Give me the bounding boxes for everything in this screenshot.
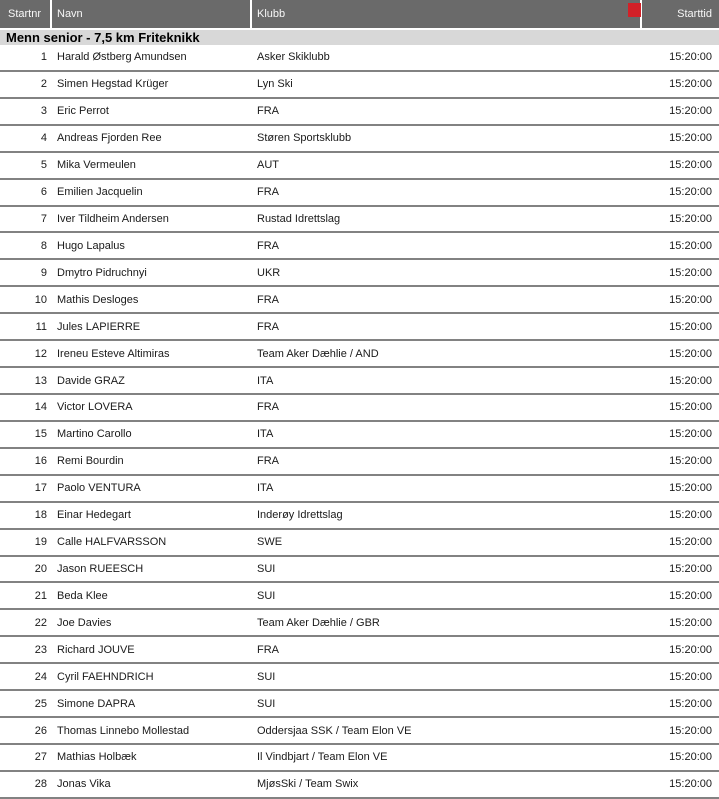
starttid-value: 15:20:00	[669, 724, 712, 737]
klubb-value: Støren Sportsklubb	[257, 132, 352, 145]
starttid-value: 15:20:00	[669, 670, 712, 683]
klubb-value: FRA	[257, 293, 279, 306]
table-row	[0, 476, 719, 503]
startnr-value: 9	[40, 266, 47, 279]
cell-klubb	[252, 751, 642, 763]
cell-starttid	[642, 671, 719, 683]
klubb-value: MjøsSki / Team Swix	[257, 778, 359, 791]
startnr-value: 7	[40, 212, 47, 225]
table-row	[0, 287, 719, 314]
klubb-value: FRA	[257, 401, 279, 414]
cell-startnr	[0, 509, 47, 521]
starttid-value: 15:20:00	[669, 401, 712, 414]
starttid-value: 15:20:00	[669, 536, 712, 549]
startnr-value: 14	[34, 401, 47, 414]
cell-navn	[47, 78, 252, 90]
starttid-value: 15:20:00	[669, 778, 712, 791]
starttid-value: 15:20:00	[669, 697, 712, 710]
cell-starttid	[642, 348, 719, 360]
navn-value: Victor LOVERA	[57, 401, 133, 414]
column-header-startnr-label: Startnr	[8, 8, 42, 20]
startnr-value: 11	[35, 320, 47, 333]
cell-navn	[47, 590, 252, 602]
navn-value: Harald Østberg Amundsen	[57, 51, 187, 64]
cell-starttid	[642, 644, 719, 656]
navn-value: Remi Bourdin	[57, 455, 124, 468]
cell-startnr	[0, 132, 47, 144]
klubb-value: SUI	[257, 589, 276, 602]
cell-navn	[47, 671, 252, 683]
navn-value: Einar Hedegart	[57, 509, 131, 522]
table-row	[0, 449, 719, 476]
cell-startnr	[0, 563, 47, 575]
cell-startnr	[0, 159, 47, 171]
startnr-value: 15	[34, 428, 47, 441]
startnr-value: 6	[40, 186, 47, 199]
navn-value: Jules LAPIERRE	[57, 320, 141, 333]
navn-value: Cyril FAEHNDRICH	[57, 670, 154, 683]
cell-startnr	[0, 267, 47, 279]
table-row	[0, 772, 719, 799]
column-header-startnr	[0, 0, 52, 28]
column-header-navn-label: Navn	[57, 8, 83, 20]
navn-value: Mika Vermeulen	[57, 159, 136, 172]
klubb-value: ITA	[257, 482, 274, 495]
cell-startnr	[0, 751, 47, 763]
startnr-value: 27	[34, 751, 47, 764]
starttid-value: 15:20:00	[669, 455, 712, 468]
cell-navn	[47, 698, 252, 710]
navn-value: Richard JOUVE	[57, 643, 135, 656]
column-header-starttid-label: Starttid	[677, 8, 712, 20]
cell-klubb	[252, 698, 642, 710]
cell-klubb	[252, 509, 642, 521]
startnr-value: 3	[40, 105, 47, 118]
table-row	[0, 718, 719, 745]
klubb-value: SUI	[257, 562, 276, 575]
cell-klubb	[252, 132, 642, 144]
cell-klubb	[252, 455, 642, 467]
klubb-value: UKR	[257, 266, 281, 279]
cell-klubb	[252, 375, 642, 387]
cell-starttid	[642, 159, 719, 171]
klubb-value: Il Vindbjart / Team Elon VE	[257, 751, 388, 764]
cell-navn	[47, 348, 252, 360]
cell-starttid	[642, 563, 719, 575]
startnr-value: 16	[34, 455, 47, 468]
cell-starttid	[642, 51, 719, 63]
cell-navn	[47, 644, 252, 656]
table-row	[0, 180, 719, 207]
starttid-value: 15:20:00	[669, 51, 712, 64]
navn-value: Hugo Lapalus	[57, 239, 125, 252]
cell-klubb	[252, 321, 642, 333]
navn-value: Jason RUEESCH	[57, 562, 144, 575]
cell-klubb	[252, 590, 642, 602]
table-row	[0, 368, 719, 395]
cell-navn	[47, 563, 252, 575]
startnr-value: 22	[34, 616, 47, 629]
cell-klubb	[252, 563, 642, 575]
starttid-value: 15:20:00	[669, 589, 712, 602]
klubb-value: FRA	[257, 643, 279, 656]
cell-navn	[47, 186, 252, 198]
table-row	[0, 45, 719, 72]
klubb-value: Lyn Ski	[257, 78, 293, 91]
navn-value: Mathias Holbæk	[57, 751, 137, 764]
cell-navn	[47, 778, 252, 790]
red-marker	[628, 3, 641, 17]
column-header-klubb	[252, 0, 642, 28]
klubb-value: FRA	[257, 239, 279, 252]
starttid-value: 15:20:00	[669, 132, 712, 145]
klubb-value: Oddersjaa SSK / Team Elon VE	[257, 724, 412, 737]
column-header-klubb-label: Klubb	[257, 8, 286, 20]
cell-navn	[47, 455, 252, 467]
cell-starttid	[642, 617, 719, 629]
table-row	[0, 207, 719, 234]
table-row	[0, 557, 719, 584]
starttid-value: 15:20:00	[669, 347, 712, 360]
starttid-value: 15:20:00	[669, 105, 712, 118]
startnr-value: 5	[40, 159, 47, 172]
klubb-value: SUI	[257, 670, 276, 683]
cell-klubb	[252, 536, 642, 548]
cell-klubb	[252, 51, 642, 63]
cell-klubb	[252, 428, 642, 440]
startnr-value: 13	[34, 374, 47, 387]
starttid-value: 15:20:00	[669, 159, 712, 172]
cell-navn	[47, 321, 252, 333]
navn-value: Martino Carollo	[57, 428, 132, 441]
cell-klubb	[252, 186, 642, 198]
cell-navn	[47, 509, 252, 521]
navn-value: Thomas Linnebo Mollestad	[57, 724, 190, 737]
cell-starttid	[642, 105, 719, 117]
cell-navn	[47, 159, 252, 171]
table-row	[0, 503, 719, 530]
cell-startnr	[0, 186, 47, 198]
klubb-value: FRA	[257, 320, 279, 333]
section-header	[0, 30, 719, 45]
table-row	[0, 610, 719, 637]
cell-starttid	[642, 78, 719, 90]
navn-value: Joe Davies	[57, 616, 112, 629]
cell-starttid	[642, 267, 719, 279]
cell-startnr	[0, 482, 47, 494]
starttid-value: 15:20:00	[669, 751, 712, 764]
cell-startnr	[0, 213, 47, 225]
klubb-value: SWE	[257, 536, 283, 549]
navn-value: Simone DAPRA	[57, 697, 136, 710]
cell-startnr	[0, 590, 47, 602]
navn-value: Emilien Jacquelin	[57, 186, 143, 199]
cell-startnr	[0, 401, 47, 413]
starttid-value: 15:20:00	[669, 562, 712, 575]
startnr-value: 23	[34, 643, 47, 656]
cell-starttid	[642, 778, 719, 790]
cell-klubb	[252, 78, 642, 90]
cell-navn	[47, 536, 252, 548]
cell-starttid	[642, 401, 719, 413]
starttid-value: 15:20:00	[669, 374, 712, 387]
cell-navn	[47, 51, 252, 63]
cell-startnr	[0, 455, 47, 467]
starttid-value: 15:20:00	[669, 320, 712, 333]
starttid-value: 15:20:00	[669, 509, 712, 522]
table-row	[0, 233, 719, 260]
table-row	[0, 260, 719, 287]
navn-value: Dmytro Pidruchnyi	[57, 266, 147, 279]
table-row	[0, 153, 719, 180]
cell-startnr	[0, 536, 47, 548]
cell-klubb	[252, 671, 642, 683]
table-row	[0, 637, 719, 664]
cell-navn	[47, 482, 252, 494]
column-header-starttid	[642, 0, 719, 28]
cell-klubb	[252, 348, 642, 360]
klubb-value: FRA	[257, 105, 279, 118]
startnr-value: 20	[34, 562, 47, 575]
cell-starttid	[642, 509, 719, 521]
table-row	[0, 72, 719, 99]
starttid-value: 15:20:00	[669, 212, 712, 225]
navn-value: Iver Tildheim Andersen	[57, 212, 169, 225]
navn-value: Davide GRAZ	[57, 374, 125, 387]
cell-navn	[47, 132, 252, 144]
starttid-value: 15:20:00	[669, 266, 712, 279]
klubb-value: ITA	[257, 428, 274, 441]
starttid-value: 15:20:00	[669, 482, 712, 495]
starttid-value: 15:20:00	[669, 239, 712, 252]
cell-navn	[47, 401, 252, 413]
klubb-value: FRA	[257, 186, 279, 199]
table-row	[0, 126, 719, 153]
table-row	[0, 314, 719, 341]
cell-starttid	[642, 213, 719, 225]
cell-navn	[47, 725, 252, 737]
cell-klubb	[252, 482, 642, 494]
cell-navn	[47, 105, 252, 117]
cell-startnr	[0, 78, 47, 90]
starttid-value: 15:20:00	[669, 186, 712, 199]
cell-startnr	[0, 348, 47, 360]
cell-startnr	[0, 428, 47, 440]
klubb-value: Team Aker Dæhlie / GBR	[257, 616, 380, 629]
cell-navn	[47, 617, 252, 629]
cell-klubb	[252, 778, 642, 790]
startnr-value: 18	[34, 509, 47, 522]
navn-value: Eric Perrot	[57, 105, 109, 118]
klubb-value: ITA	[257, 374, 274, 387]
cell-klubb	[252, 617, 642, 629]
cell-klubb	[252, 644, 642, 656]
startnr-value: 12	[34, 347, 47, 360]
cell-starttid	[642, 428, 719, 440]
klubb-value: AUT	[257, 159, 279, 172]
klubb-value: Asker Skiklubb	[257, 51, 330, 64]
cell-navn	[47, 751, 252, 763]
cell-startnr	[0, 51, 47, 63]
table-row	[0, 341, 719, 368]
table-row	[0, 664, 719, 691]
cell-starttid	[642, 725, 719, 737]
cell-starttid	[642, 321, 719, 333]
startnr-value: 26	[34, 724, 47, 737]
table-row	[0, 691, 719, 718]
cell-klubb	[252, 294, 642, 306]
cell-startnr	[0, 240, 47, 252]
startnr-value: 25	[34, 697, 47, 710]
cell-starttid	[642, 375, 719, 387]
navn-value: Beda Klee	[57, 589, 108, 602]
cell-klubb	[252, 267, 642, 279]
cell-navn	[47, 375, 252, 387]
startnr-value: 2	[40, 78, 47, 91]
startnr-value: 28	[34, 778, 47, 791]
navn-value: Simen Hegstad Krüger	[57, 78, 169, 91]
navn-value: Jonas Vika	[57, 778, 111, 791]
cell-starttid	[642, 186, 719, 198]
cell-starttid	[642, 751, 719, 763]
cell-startnr	[0, 321, 47, 333]
section-title: Menn senior - 7,5 km Friteknikk	[6, 30, 200, 45]
cell-starttid	[642, 482, 719, 494]
cell-startnr	[0, 698, 47, 710]
cell-navn	[47, 267, 252, 279]
startnr-value: 19	[34, 536, 47, 549]
cell-navn	[47, 294, 252, 306]
startnr-value: 21	[34, 589, 47, 602]
starttid-value: 15:20:00	[669, 616, 712, 629]
starttid-value: 15:20:00	[669, 78, 712, 91]
cell-starttid	[642, 132, 719, 144]
navn-value: Paolo VENTURA	[57, 482, 141, 495]
cell-navn	[47, 240, 252, 252]
navn-value: Calle HALFVARSSON	[57, 536, 167, 549]
cell-starttid	[642, 455, 719, 467]
cell-starttid	[642, 698, 719, 710]
startnr-value: 17	[34, 482, 47, 495]
startnr-value: 8	[40, 239, 47, 252]
cell-starttid	[642, 294, 719, 306]
cell-starttid	[642, 590, 719, 602]
startnr-value: 4	[40, 132, 47, 145]
starttid-value: 15:20:00	[669, 428, 712, 441]
klubb-value: Inderøy Idrettslag	[257, 509, 343, 522]
cell-startnr	[0, 294, 47, 306]
cell-startnr	[0, 671, 47, 683]
cell-klubb	[252, 105, 642, 117]
klubb-value: FRA	[257, 455, 279, 468]
cell-klubb	[252, 213, 642, 225]
navn-value: Mathis Desloges	[57, 293, 139, 306]
cell-startnr	[0, 105, 47, 117]
cell-klubb	[252, 240, 642, 252]
table-row	[0, 422, 719, 449]
table-row	[0, 530, 719, 557]
startlist-rows	[0, 45, 719, 799]
startnr-value: 24	[34, 670, 47, 683]
cell-startnr	[0, 617, 47, 629]
cell-startnr	[0, 778, 47, 790]
navn-value: Andreas Fjorden Ree	[57, 132, 162, 145]
startnr-value: 1	[40, 51, 47, 64]
cell-navn	[47, 213, 252, 225]
klubb-value: Rustad Idrettslag	[257, 212, 341, 225]
cell-klubb	[252, 159, 642, 171]
cell-startnr	[0, 644, 47, 656]
startnr-value: 10	[34, 293, 47, 306]
cell-navn	[47, 428, 252, 440]
klubb-value: SUI	[257, 697, 276, 710]
cell-klubb	[252, 401, 642, 413]
table-row	[0, 745, 719, 772]
cell-startnr	[0, 375, 47, 387]
cell-klubb	[252, 725, 642, 737]
cell-starttid	[642, 240, 719, 252]
cell-starttid	[642, 536, 719, 548]
navn-value: Ireneu Esteve Altimiras	[57, 347, 170, 360]
starttid-value: 15:20:00	[669, 293, 712, 306]
table-row	[0, 583, 719, 610]
column-header-navn	[52, 0, 252, 28]
klubb-value: Team Aker Dæhlie / AND	[257, 347, 379, 360]
table-row	[0, 395, 719, 422]
table-row	[0, 99, 719, 126]
table-header-row	[0, 0, 719, 28]
cell-startnr	[0, 725, 47, 737]
starttid-value: 15:20:00	[669, 643, 712, 656]
